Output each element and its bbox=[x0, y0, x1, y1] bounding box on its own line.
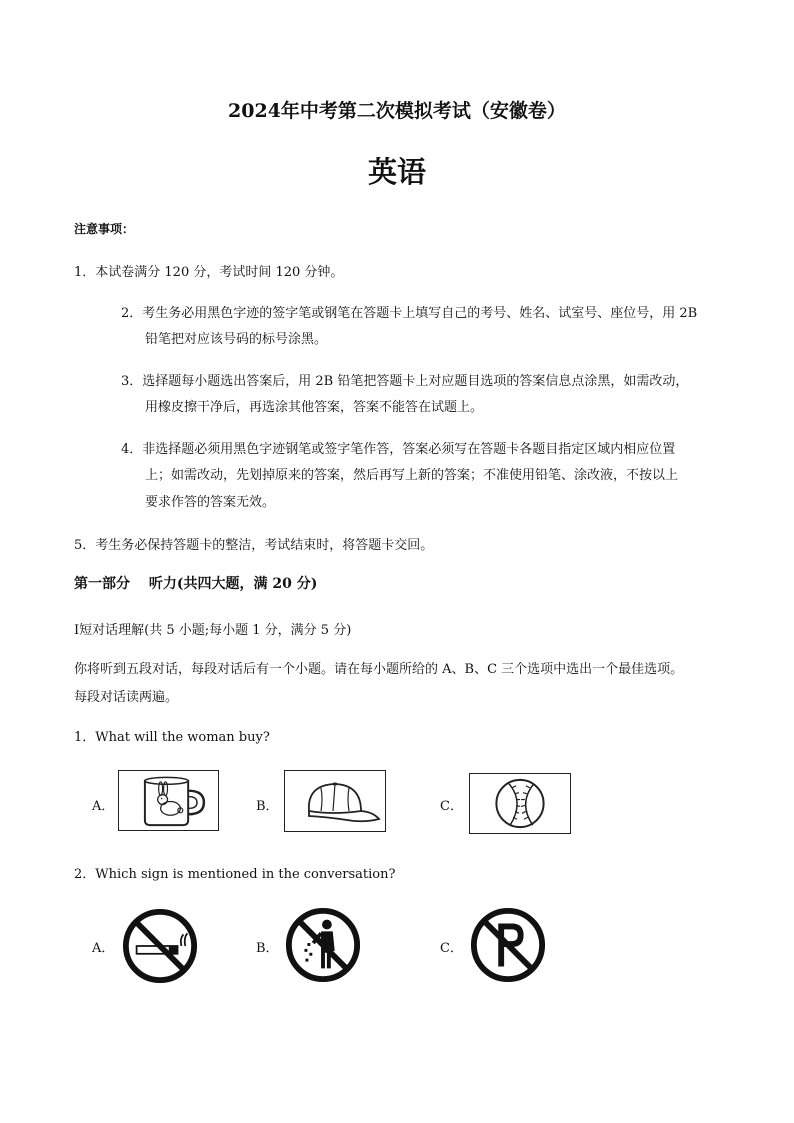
instruction-line-1: 你将听到五段对话，每段对话后有一个小题。请在每小题所给的 A、B、C 三个选项中选出一个最佳选项。 bbox=[74, 662, 684, 677]
notice-item-1: 1．本试卷满分 120 分，考试时间 120 分钟。 bbox=[74, 265, 344, 280]
mug-with-rabbit-icon bbox=[118, 770, 219, 831]
baseball-cap-icon bbox=[284, 770, 386, 832]
no-parking-sign-icon bbox=[469, 906, 547, 984]
notice-item-5: 5．考生务必保持答题卡的整洁，考试结束时，将答题卡交回。 bbox=[74, 538, 434, 553]
no-smoking-sign-icon bbox=[121, 907, 199, 985]
subject-title: 英语 bbox=[367, 155, 426, 189]
q1-option-a-label: A． bbox=[92, 799, 115, 814]
instruction-line-2: 每段对话读两遍。 bbox=[74, 690, 179, 705]
q1-option-b-label: B． bbox=[256, 799, 279, 814]
notice-item-2-line-2: 铅笔把对应该号码的标号涂黑。 bbox=[145, 332, 328, 347]
question-1: 1．What will the woman buy? bbox=[74, 730, 270, 745]
notice-item-4-line-3: 要求作答的答案无效。 bbox=[145, 495, 276, 510]
notice-item-3-line-2: 用橡皮擦干净后，再选涂其他答案，答案不能答在试题上。 bbox=[145, 400, 484, 415]
section-1-heading: Ⅰ短对话理解(共 5 小题;每小题 1 分，满分 5 分) bbox=[74, 623, 352, 638]
no-littering-sign-icon bbox=[284, 906, 362, 984]
notice-item-2-line-1: 2．考生务必用黑色字迹的签字笔或钢笔在答题卡上填写自己的考号、姓名、试室号、座位号，用 2B bbox=[121, 306, 698, 321]
notice-item-4-line-1: 4．非选择题必须用黑色字迹钢笔或签字笔作答，答案必须写在答题卡各题目指定区域内相应位置 bbox=[121, 442, 676, 457]
baseball-icon bbox=[469, 773, 571, 834]
q2-option-c-label: C． bbox=[440, 941, 463, 956]
part-1-heading: 第一部分 听力(共四大题，满 20 分) bbox=[74, 576, 318, 592]
notice-item-3-line-1: 3．选择题每小题选出答案后，用 2B 铅笔把答题卡上对应题目选项的答案信息点涂黑，如需改动， bbox=[121, 374, 689, 389]
notice-heading: 注意事项： bbox=[74, 222, 135, 236]
question-2: 2．Which sign is mentioned in the conversation? bbox=[74, 867, 396, 882]
exam-title: 2024年中考第二次模拟考试（安徽卷） bbox=[228, 100, 566, 122]
q2-option-a-label: A． bbox=[92, 941, 115, 956]
q1-option-c-label: C． bbox=[440, 799, 463, 814]
q2-option-b-label: B． bbox=[256, 941, 279, 956]
notice-item-4-line-2: 上；如需改动，先划掉原来的答案，然后再写上新的答案；不准使用铅笔、涂改液，不按以上 bbox=[145, 468, 679, 483]
